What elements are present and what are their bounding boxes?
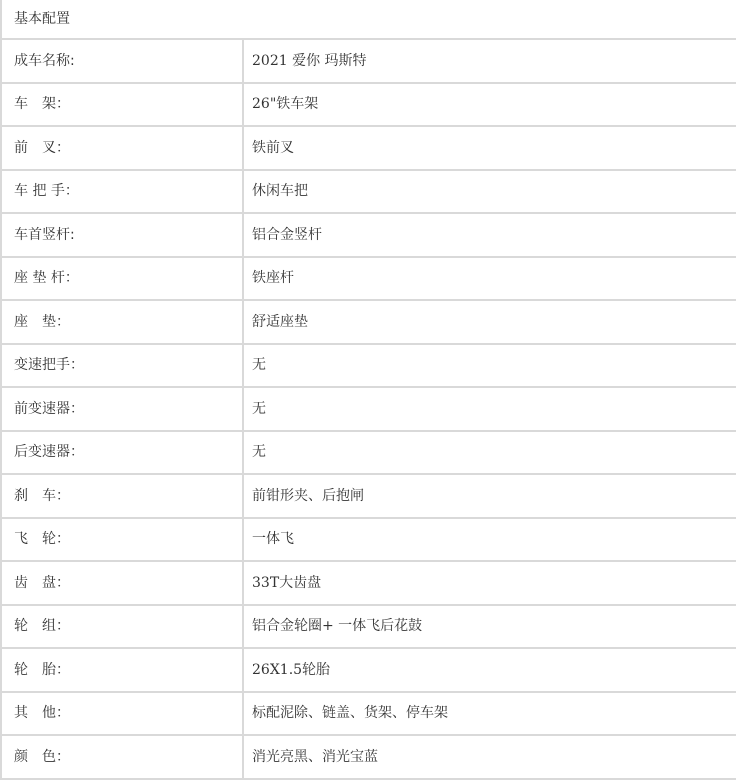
spec-label: 成车名称:	[1, 39, 243, 83]
spec-row	[1, 126, 736, 170]
spec-value: 2021 爱你 玛斯特	[243, 39, 736, 83]
spec-value: 铝合金竖杆	[243, 213, 736, 257]
spec-row	[1, 605, 736, 649]
spec-value: 26X1.5轮胎	[243, 648, 736, 692]
spec-value: 休闲车把	[243, 170, 736, 214]
spec-value: 前钳形夹、后抱闸	[243, 474, 736, 518]
section-title: 基本配置	[1, 0, 736, 39]
spec-label: 变速把手：	[1, 344, 243, 388]
spec-row	[1, 561, 736, 605]
spec-value: 无	[243, 344, 736, 388]
spec-row	[1, 300, 736, 344]
spec-label: 车首竖杆:	[1, 213, 243, 257]
spec-label: 车 把 手：	[1, 170, 243, 214]
spec-value: 铝合金轮圈+ 一体飞后花鼓	[243, 605, 736, 649]
spec-row	[1, 648, 736, 692]
spec-label: 前变速器：	[1, 387, 243, 431]
spec-label: 座 垫 杆：	[1, 257, 243, 301]
spec-label: 座 垫：	[1, 300, 243, 344]
spec-row	[1, 170, 736, 214]
spec-label: 其 他：	[1, 692, 243, 736]
spec-label: 轮 组：	[1, 605, 243, 649]
spec-row	[1, 39, 736, 83]
spec-label: 齿 盘：	[1, 561, 243, 605]
spec-row	[1, 213, 736, 257]
spec-label: 飞 轮：	[1, 518, 243, 562]
spec-value: 铁座杆	[243, 257, 736, 301]
spec-label: 后变速器：	[1, 431, 243, 475]
spec-value: 33T大齿盘	[243, 561, 736, 605]
spec-row	[1, 474, 736, 518]
spec-row	[1, 431, 736, 475]
spec-label: 轮 胎：	[1, 648, 243, 692]
spec-value: 消光亮黑、消光宝蓝	[243, 735, 736, 779]
spec-row	[1, 518, 736, 562]
spec-value: 标配泥除、链盖、货架、停车架	[243, 692, 736, 736]
spec-row	[1, 735, 736, 779]
spec-value: 舒适座垫	[243, 300, 736, 344]
spec-row	[1, 387, 736, 431]
spec-label: 颜 色：	[1, 735, 243, 779]
spec-value: 无	[243, 387, 736, 431]
spec-value: 无	[243, 431, 736, 475]
spec-table-body	[1, 0, 736, 779]
spec-label: 刹 车：	[1, 474, 243, 518]
spec-row	[1, 344, 736, 388]
spec-value: 铁前叉	[243, 126, 736, 170]
section-header-row	[1, 0, 736, 39]
spec-row	[1, 692, 736, 736]
spec-row	[1, 83, 736, 127]
spec-value: 26"铁车架	[243, 83, 736, 127]
spec-label: 前 叉：	[1, 126, 243, 170]
spec-value: 一体飞	[243, 518, 736, 562]
spec-row	[1, 257, 736, 301]
spec-label: 车 架：	[1, 83, 243, 127]
